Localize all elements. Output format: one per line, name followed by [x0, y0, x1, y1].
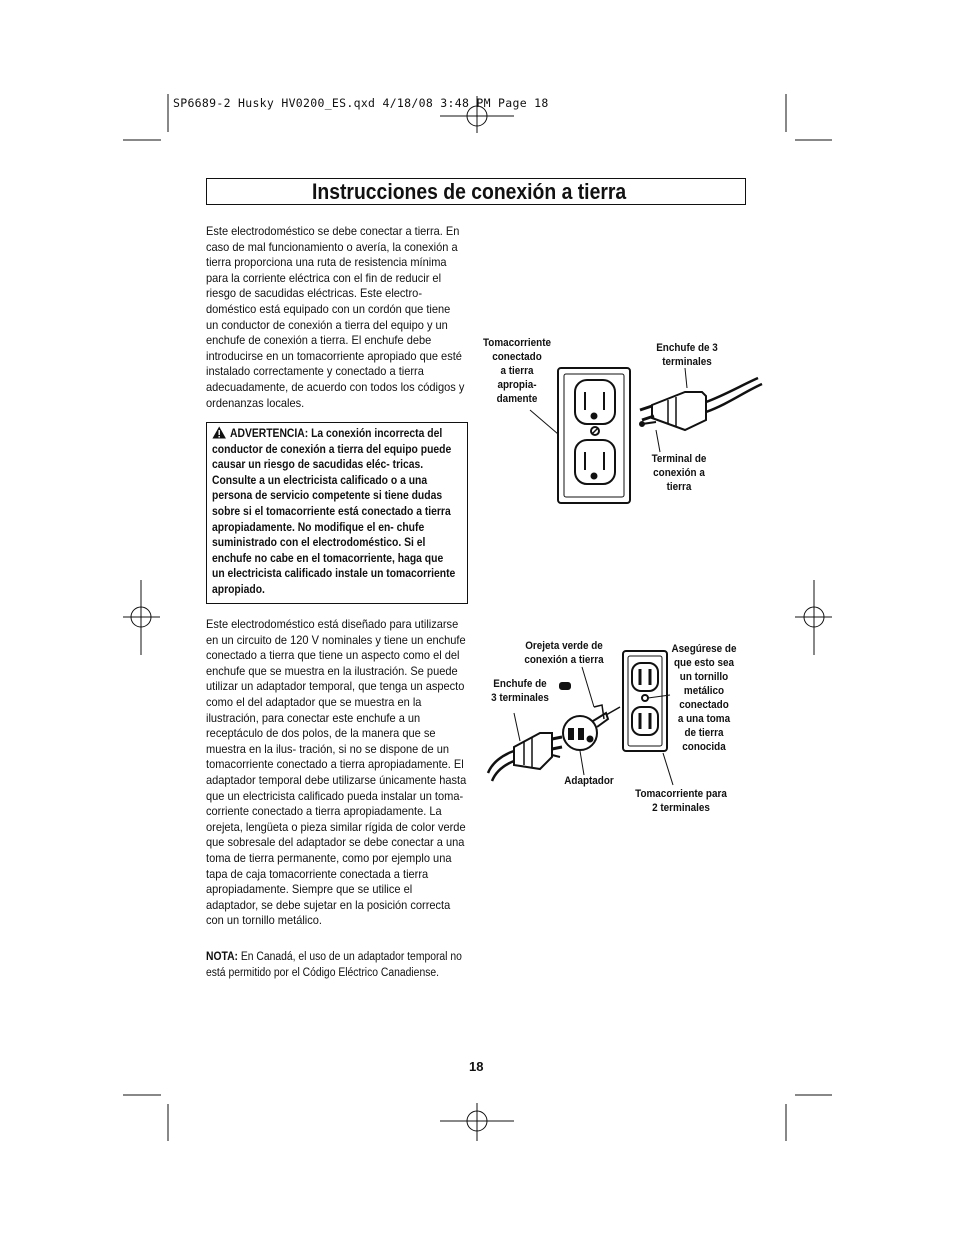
- title-box: [206, 178, 746, 205]
- warning-text: ADVERTENCIA: La conexión incorrecta del conductor de conexión a tierra del equipo puede causar un riesgo de sacudidas eléc- tricas. Consulte a un electricista calificado o a una persona de servicio competente si tiene dudas sobre si el tomacorriente está conectado a tierra apropiadamente. No modifique el en- chufe suministrado con el electrodoméstico. Si el enchufe no cabe en el tomacorriente, haga que un electricista calificado instale un tomacorriente apropiado.: [212, 428, 456, 596]
- warning-content: [212, 426, 457, 599]
- label-3-prong-plug: Enchufe de 3 terminales: [656, 342, 718, 368]
- file-slug: SP6689-2 Husky HV0200_ES.qxd 4/18/08 3:48 PM Page 18: [173, 96, 549, 110]
- label-metal-screw: Asegúrese de que esto sea un tornillo metálico conectado a una toma de tierra conocida: [671, 643, 737, 753]
- label-2-prong-outlet: Tomacorriente para 2 terminales: [635, 788, 727, 814]
- label-green-tab: Orejeta verde de conexión a tierra: [524, 640, 604, 666]
- figure-grounded-outlet: [480, 330, 770, 520]
- page-number: 18: [469, 1059, 484, 1074]
- note-paragraph: [206, 950, 465, 981]
- note-text: En Canadá, el uso de un adaptador temporal no está permitido por el Código Eléctrico Canadiense.: [206, 951, 462, 979]
- label-3-prong-plug-2: Enchufe de 3 terminales: [491, 678, 549, 704]
- note-label: NOTA:: [206, 951, 239, 963]
- adapter-paragraph: Este electrodoméstico está diseñado para utilizarse en un circuito de 120 V nominales y tiene un enchufe conectado a tierra que tiene un aspecto como el del enchufe que se muestra en la ilustración. Se puede utilizar un adaptador temporal, que tenga un aspecto como el del adaptador que se muestra en la ilustración, para conectar este enchufe a un receptáculo de dos polos, de la manera que se muestra en la ilus- tración, si no se dispone de un tomacorriente conectado a tierra apropiadamente. El adaptador temporal debe utilizarse únicamente hasta que un electricista calificado pueda instalar un toma- corriente conectado a tierra apropiadamente. La orejeta, lengüeta o pieza similar rígida de color verde que sobresale del adaptador se debe conectar a una toma de tierra permanente, como por ejemplo una tapa de caja tomacorriente conectada a tierra apropiadamente. Siempre que se utilice el adaptador, se debe sujetar en la posición correcta con un tornillo metálico.: [206, 617, 467, 928]
- figure-adapter: [480, 635, 770, 825]
- label-ground-pin: Terminal de conexión a tierra: [651, 453, 707, 493]
- warning-box: [206, 422, 468, 604]
- label-adapter: Adaptador: [564, 775, 614, 787]
- page-title: Instrucciones de conexión a tierra: [312, 179, 627, 204]
- warning-triangle-icon: [212, 426, 226, 439]
- label-grounded-outlet: Tomacorriente conectado a tierra apropia- damente: [482, 337, 552, 405]
- intro-paragraph: Este electrodoméstico se debe conectar a tierra. En caso de mal funcionamiento o avería, la conexión a tierra proporciona una ruta de resistencia mínima para la corriente eléctrica con el fin de reducir el riesgo de sacudidas eléctricas. Este electro- doméstico está equipado con un cordón que tiene un conductor de conexión a tierra del equipo y un enchufe de conexión a tierra. El enchufe debe introducirse en un tomacorriente apropiado que esté instalado correctamente y conectado a tierra adecuadamente, de acuerdo con todos los códigos y ordenanzas locales.: [206, 224, 465, 410]
